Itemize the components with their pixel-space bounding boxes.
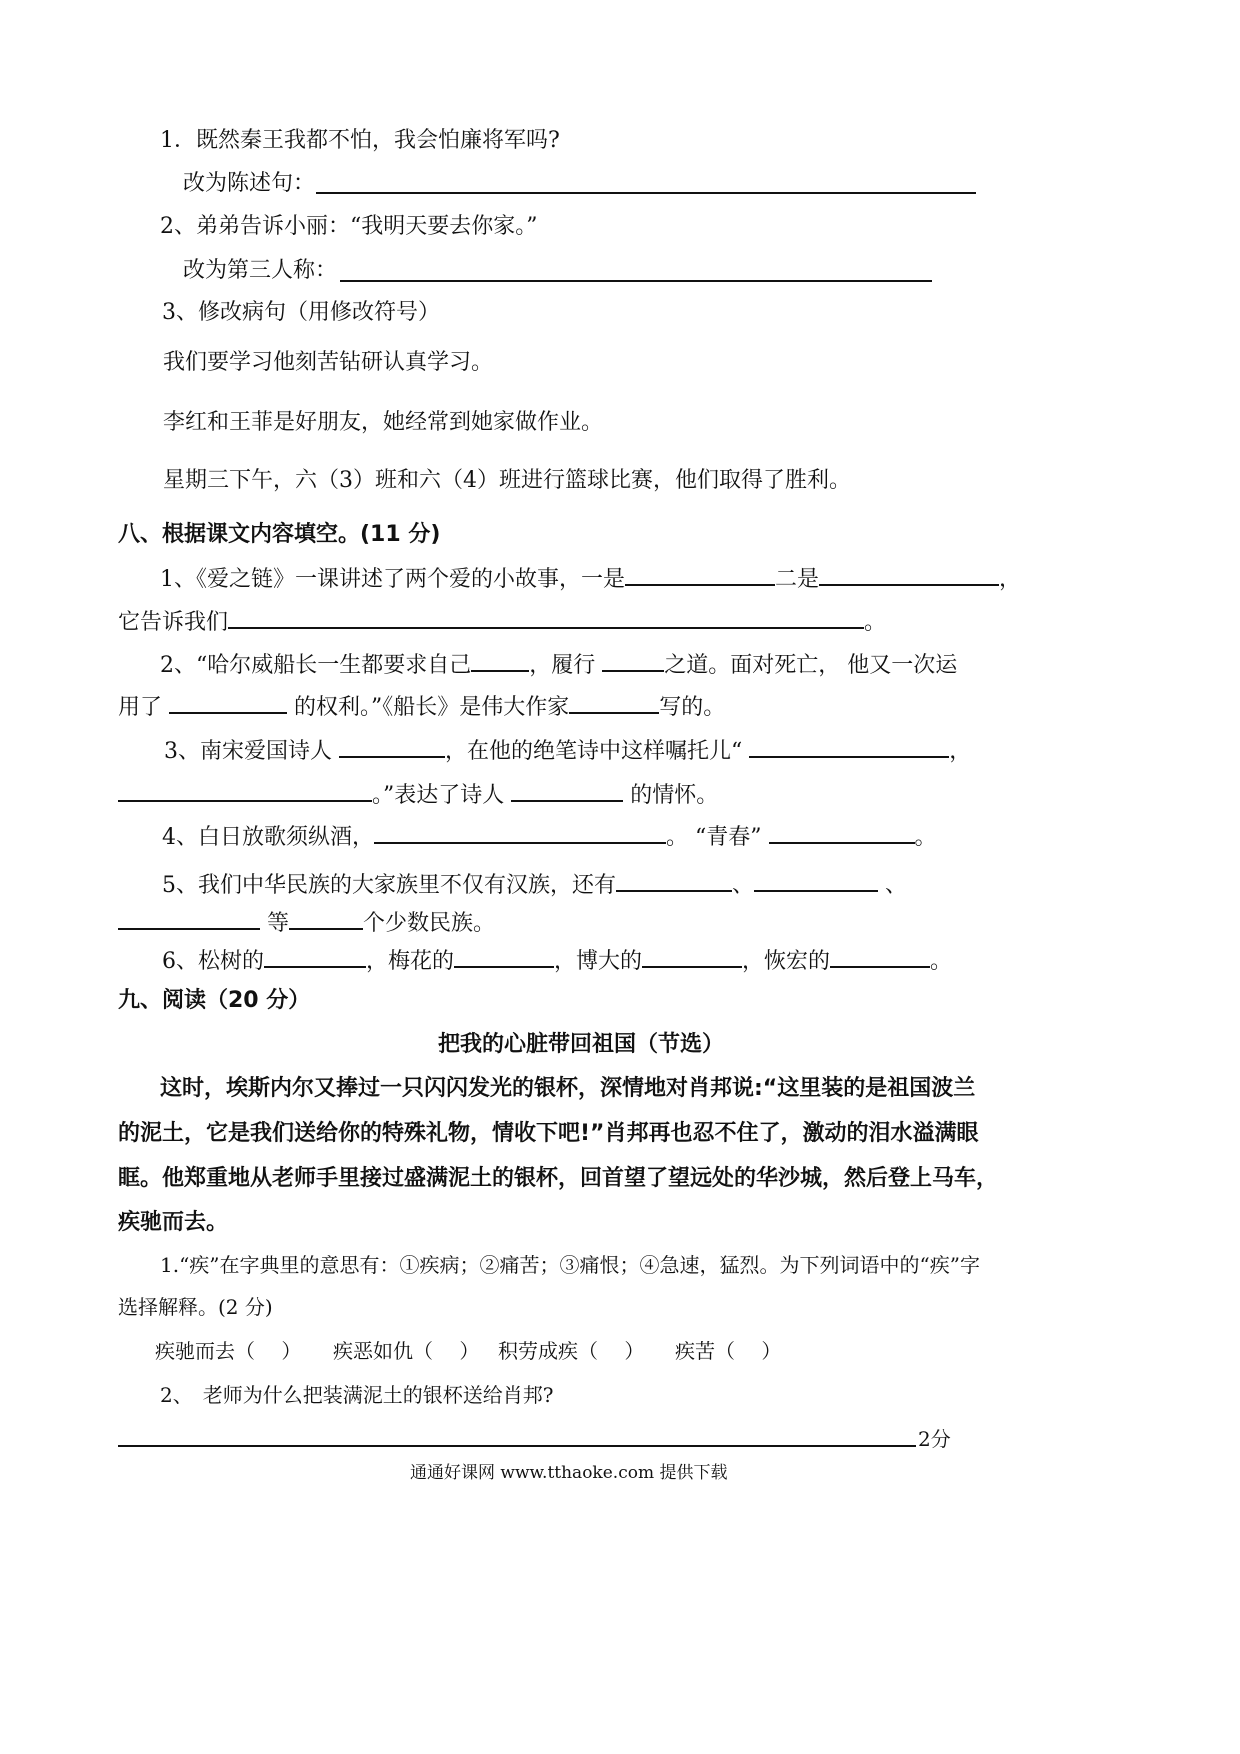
blank-8-3-a[interactable]: [339, 734, 445, 758]
blank-8-3-b[interactable]: [749, 734, 949, 758]
blank-8-5-a[interactable]: [616, 868, 732, 892]
item-8-6-text-d: ，恢宏的: [742, 949, 831, 974]
sentence-1: 我们要学习他刻苦钻研认真学习。: [163, 350, 494, 375]
item-8-3-text-d: 。”表达了诗人: [372, 783, 505, 808]
item-8-3-text-b: ，在他的绝笔诗中这样嘱托儿“: [445, 739, 743, 764]
blank-8-6-c[interactable]: [642, 944, 742, 968]
item-8-1-text-b: 二是: [775, 567, 820, 592]
blank-8-6-b[interactable]: [454, 944, 554, 968]
item-8-4-text-c: 。: [914, 825, 937, 850]
item-8-6: [162, 944, 952, 977]
item-8-6-text-a: 6、松树的: [162, 949, 264, 974]
item-8-2-text-f: 写的。: [659, 695, 726, 720]
answer-line-9-2[interactable]: [118, 1445, 916, 1447]
passage-line-2: 的泥土，它是我们送给你的特殊礼物，情收下吧!”肖邦再也忍不住了，激动的泪水溢满眼: [118, 1121, 979, 1146]
blank-8-2-c[interactable]: [169, 690, 287, 714]
sentence-3: 星期三下午，六（3）班和六（4）班进行篮球比赛，他们取得了胜利。: [163, 468, 851, 493]
blank-8-4-a[interactable]: [374, 820, 666, 844]
blank-8-1-a[interactable]: [625, 562, 775, 586]
word-choice-4[interactable]: 疾苦（ ）: [675, 1339, 782, 1363]
item-8-1-text-e: 。: [864, 610, 887, 635]
item-8-6-text-e: 。: [930, 949, 953, 974]
item-8-6-text-c: ，博大的: [554, 949, 643, 974]
item-8-4-text-a: 4、白日放歌须纵酒，: [162, 825, 374, 850]
question-7-1-hint: 改为陈述句：: [183, 171, 316, 196]
item-8-2-text-d: 用了: [118, 695, 163, 720]
word-choice-1[interactable]: 疾驰而去（ ）: [155, 1339, 302, 1363]
word-choice-3[interactable]: 积劳成疾（ ）: [498, 1339, 645, 1363]
question-2-score: 2分: [918, 1427, 951, 1451]
item-8-3-text-c: ，: [949, 739, 972, 764]
item-8-2-text-e: 的权利。”《船长》是伟大作家: [294, 695, 570, 720]
item-8-3-text-e: 的情怀。: [630, 783, 719, 808]
item-8-1-text-c: ，: [999, 567, 1022, 592]
section-9-heading: 九、阅读（20 分）: [118, 988, 311, 1013]
blank-8-1-c[interactable]: [228, 605, 864, 629]
blank-8-3-d[interactable]: [511, 778, 623, 802]
blank-8-5-d[interactable]: [289, 906, 363, 930]
blank-8-5-c[interactable]: [118, 906, 260, 930]
item-8-5-text-b: 、: [732, 873, 755, 898]
question-7-1: 1．既然秦王我都不怕，我会怕廉将军吗?: [160, 128, 560, 153]
item-8-5-text-c: 、: [885, 873, 908, 898]
blank-8-2-d[interactable]: [569, 690, 659, 714]
item-8-1-line-2: [118, 605, 886, 638]
footer-text: 通通好课网 www.tthaoke.com 提供下载: [410, 1463, 728, 1483]
item-8-1-text-a: 1、《爱之链》一课讲述了两个爱的小故事，一是: [160, 567, 625, 592]
item-8-5-text-a: 5、我们中华民族的大家族里不仅有汉族，还有: [162, 873, 616, 898]
item-8-1-text-d: 它告诉我们: [118, 610, 229, 635]
item-8-4: [162, 820, 937, 853]
answer-line-7-1[interactable]: [316, 192, 976, 194]
item-8-5-text-d: 等: [267, 911, 290, 936]
blank-8-3-c[interactable]: [118, 778, 372, 802]
passage-line-1: 这时，埃斯内尔又捧过一只闪闪发光的银杯，深情地对肖邦说:“这里装的是祖国波兰: [160, 1076, 976, 1101]
blank-8-6-d[interactable]: [830, 944, 930, 968]
item-8-4-text-b: 。 “青春”: [666, 825, 762, 850]
item-8-2-line-1: [160, 648, 957, 681]
item-8-5-line-2: [118, 906, 495, 939]
sentence-2: 李红和王菲是好朋友，她经常到她家做作业。: [163, 410, 604, 435]
passage-title: 把我的心脏带回祖国（节选）: [438, 1032, 725, 1057]
blank-8-5-b[interactable]: [754, 868, 878, 892]
item-8-5-line-1: [162, 868, 907, 901]
item-8-6-text-b: ，梅花的: [366, 949, 455, 974]
section-8-heading: 八、根据课文内容填空。(11 分): [118, 522, 441, 547]
item-8-2-text-a: 2、“哈尔威船长一生都要求自己: [160, 653, 472, 678]
question-7-2: 2、弟弟告诉小丽：“我明天要去你家。”: [160, 214, 538, 239]
item-8-3-text-a: 3、南宋爱国诗人: [164, 739, 332, 764]
item-8-2-text-c: 之道。面对死亡， 他又一次运: [664, 653, 958, 678]
passage-line-3: 眶。他郑重地从老师手里接过盛满泥土的银杯，回首望了望远处的华沙城，然后登上马车，: [118, 1166, 999, 1191]
blank-8-6-a[interactable]: [264, 944, 366, 968]
reading-question-2: 2、 老师为什么把装满泥土的银杯送给肖邦?: [160, 1383, 554, 1407]
passage-line-4: 疾驰而去。: [118, 1210, 229, 1235]
reading-question-1: 1.“疾”在字典里的意思有：①疾病；②痛苦；③痛恨；④急速，猛烈。为下列词语中的“疾”字: [160, 1253, 980, 1277]
word-choice-2[interactable]: 疾恶如仇（ ）: [333, 1339, 480, 1363]
item-8-3-line-1: [164, 734, 971, 767]
item-8-1-line-1: [160, 562, 1021, 595]
item-8-3-line-2: [118, 778, 718, 811]
question-7-3: 3、修改病句（用修改符号）: [162, 300, 440, 325]
item-8-2-text-b: ，履行: [529, 653, 596, 678]
reading-question-1-cont: 选择解释。(2 分): [118, 1295, 273, 1319]
answer-line-7-2[interactable]: [340, 280, 932, 282]
blank-8-2-a[interactable]: [471, 648, 529, 672]
blank-8-1-b[interactable]: [819, 562, 999, 586]
item-8-5-text-e: 个少数民族。: [363, 911, 496, 936]
item-8-2-line-2: [118, 690, 725, 723]
question-7-2-hint: 改为第三人称：: [183, 258, 338, 283]
blank-8-4-b[interactable]: [769, 820, 915, 844]
blank-8-2-b[interactable]: [602, 648, 664, 672]
